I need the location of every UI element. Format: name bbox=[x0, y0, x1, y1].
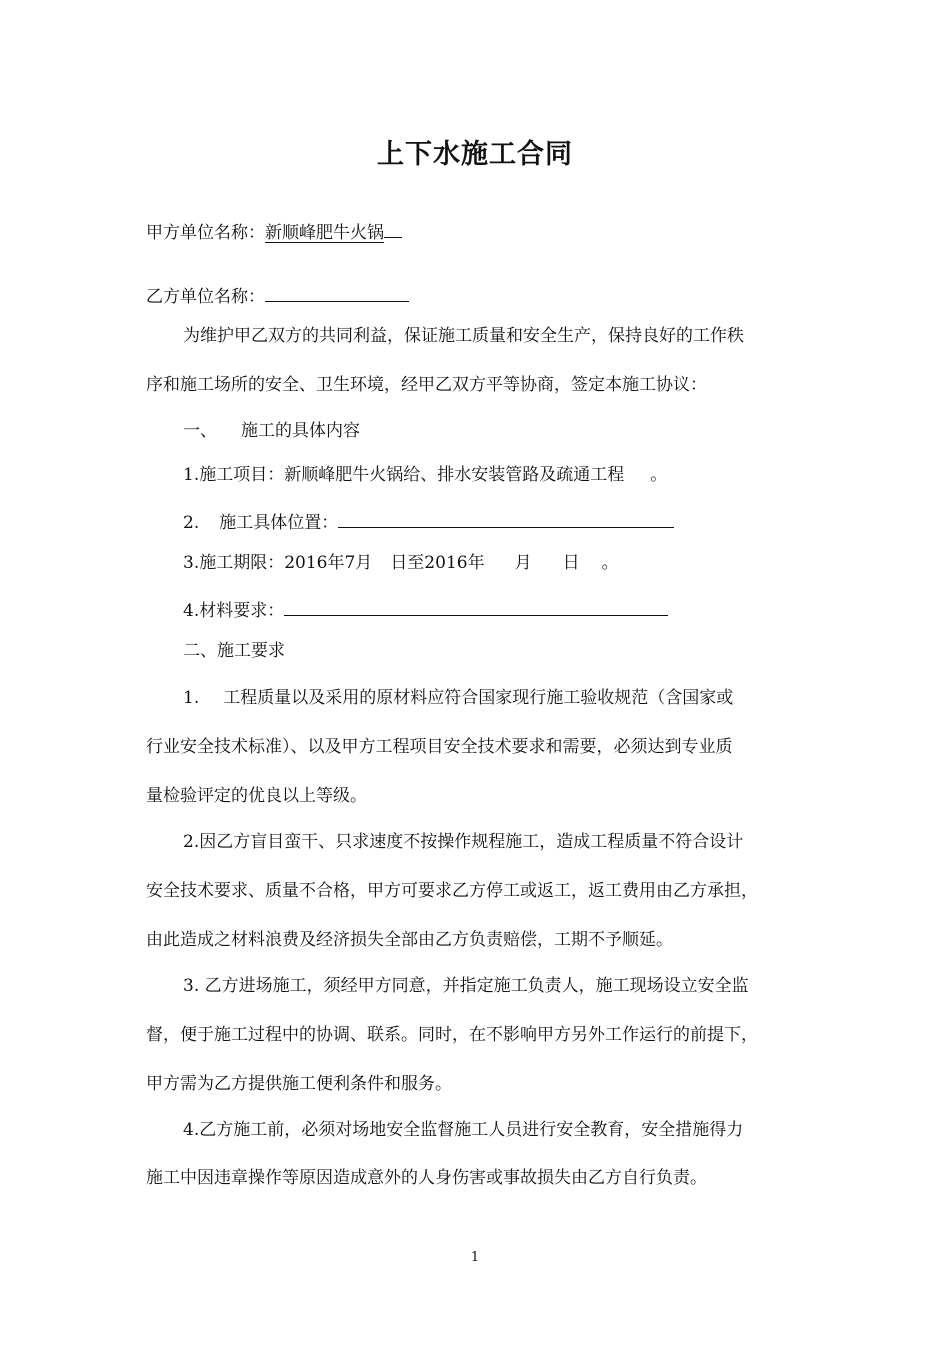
section-1-title: 施工的具体内容 bbox=[241, 421, 360, 441]
item-3-day: 日 bbox=[562, 553, 580, 573]
party-b-label: 乙方单位名称： bbox=[146, 287, 265, 307]
party-a-value: 新顺峰肥牛火锅 bbox=[265, 223, 384, 243]
section-2-heading: 二、施工要求 bbox=[183, 641, 285, 661]
item-2-line bbox=[183, 507, 674, 535]
req-3-line-2: 督，便于施工过程中的协调、联系。同时，在不影响甲方另外工作运行的前提下， bbox=[146, 1025, 758, 1045]
req-1-line-1 bbox=[183, 686, 733, 710]
req-4-line-1: 4.乙方施工前，必须对场地安全监督施工人员进行安全教育，安全措施得力 bbox=[183, 1120, 744, 1140]
party-a-underline bbox=[384, 217, 402, 238]
item-3-middle: 日至2016年 bbox=[390, 553, 485, 573]
item-2-blank bbox=[338, 507, 674, 528]
req-3-line-1: 3. 乙方进场施工，须经甲方同意，并指定施工负责人，施工现场设立安全监 bbox=[183, 976, 749, 996]
req-1-text-1: 工程质量以及采用的原材料应符合国家现行施工验收规范（含国家或 bbox=[223, 688, 734, 708]
item-1-end: 。 bbox=[650, 465, 668, 485]
party-a-label: 甲方单位名称： bbox=[146, 223, 265, 243]
item-3-line bbox=[183, 551, 619, 575]
req-2-line-3: 由此造成之材料浪费及经济损失全部由乙方负责赔偿，工期不予顺延。 bbox=[146, 930, 673, 950]
item-4-label: 4.材料要求： bbox=[183, 601, 285, 621]
item-4-blank bbox=[284, 595, 668, 616]
item-1-text: 1.施工项目：新顺峰肥牛火锅给、排水安装管路及疏通工程 bbox=[183, 465, 625, 485]
req-1-line-2: 行业安全技术标准）、以及甲方工程项目安全技术要求和需要，必须达到专业质 bbox=[146, 737, 733, 757]
page-number: 1 bbox=[470, 1250, 480, 1265]
req-4-line-2: 施工中因违章操作等原因造成意外的人身伤害或事故损失由乙方自行负责。 bbox=[146, 1168, 707, 1188]
req-2-line-1: 2.因乙方盲目蛮干、只求速度不按操作规程施工，造成工程质量不符合设计 bbox=[183, 832, 744, 852]
preamble-line-2: 序和施工场所的安全、卫生环境，经甲乙双方平等协商，签定本施工协议： bbox=[146, 375, 707, 395]
item-1-line bbox=[183, 463, 667, 487]
preamble-line-1: 为维护甲乙双方的共同利益，保证施工质量和安全生产，保持良好的工作秩 bbox=[183, 326, 744, 346]
item-4-line bbox=[183, 595, 668, 623]
item-2-label: 施工具体位置： bbox=[219, 513, 339, 533]
party-b-blank bbox=[265, 281, 409, 302]
item-3-month: 月 bbox=[514, 553, 532, 573]
party-a-line bbox=[146, 217, 402, 245]
req-3-line-3: 甲方需为乙方提供施工便利条件和服务。 bbox=[146, 1074, 452, 1094]
party-b-line bbox=[146, 281, 409, 309]
req-2-line-2: 安全技术要求、质量不合格，甲方可要求乙方停工或返工，返工费用由乙方承担， bbox=[146, 881, 758, 901]
req-1-line-3: 量检验评定的优良以上等级。 bbox=[146, 786, 367, 806]
section-1-heading bbox=[183, 419, 360, 443]
section-1-number: 一、 bbox=[183, 421, 217, 441]
item-3-start: 3.施工期限：2016年7月 bbox=[183, 553, 373, 573]
item-2-number: 2. bbox=[183, 513, 200, 533]
req-1-number: 1. bbox=[183, 688, 200, 708]
contract-title: 上下水施工合同 bbox=[377, 139, 573, 170]
item-3-end: 。 bbox=[601, 553, 619, 573]
